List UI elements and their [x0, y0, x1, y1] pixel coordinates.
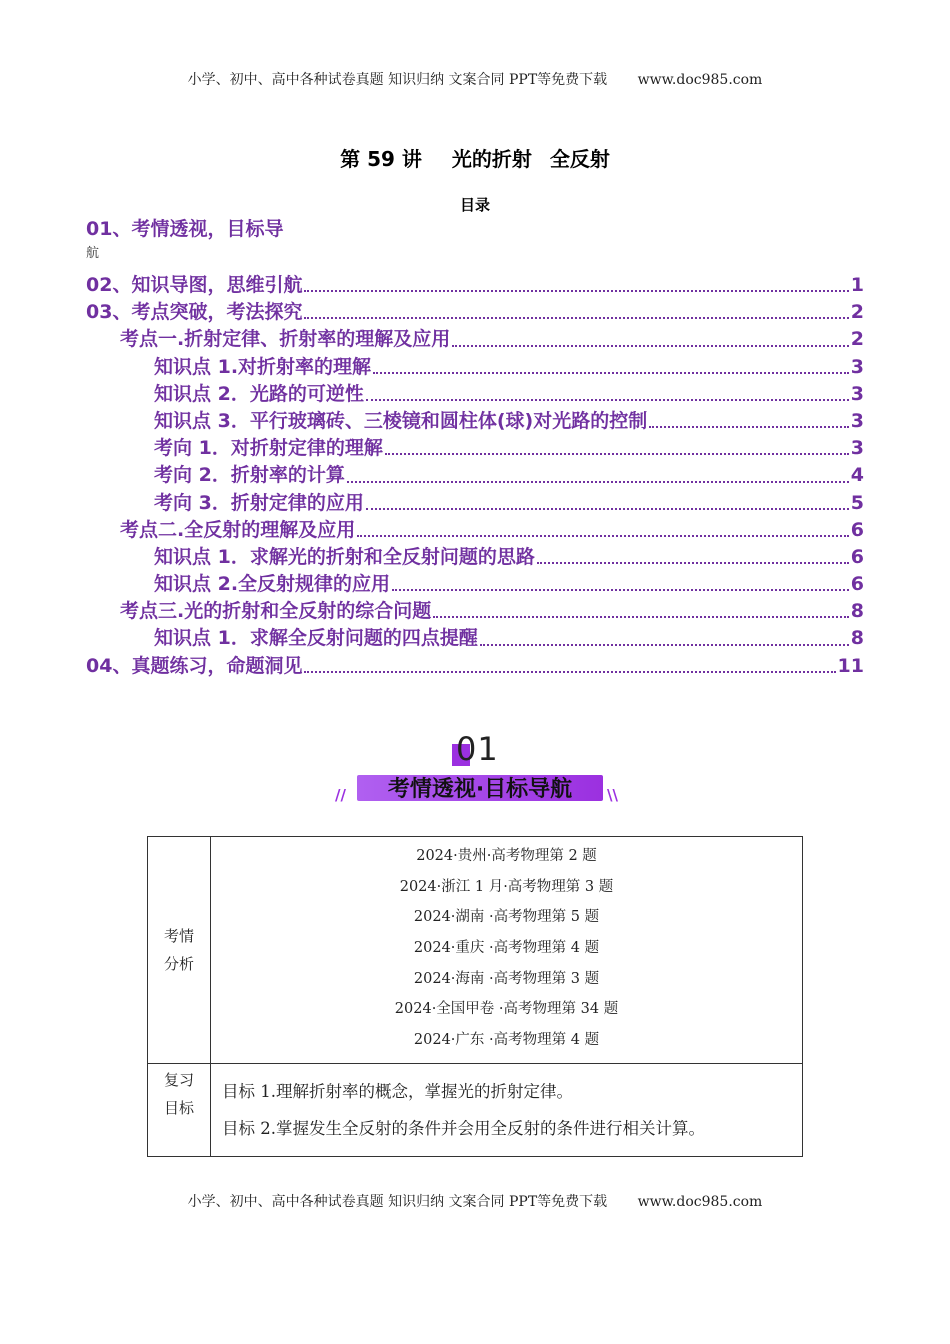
title-topic-1: 光的折射: [451, 147, 532, 171]
toc-item[interactable]: 考点三.光的折射和全反射的综合问题 8: [120, 600, 864, 623]
list-item: 2024·全国甲卷 ·高考物理第 34 题: [394, 1001, 619, 1018]
goal-item: 目标 1.理解折射率的概念，掌握光的折射定律。: [222, 1081, 573, 1101]
review-goals-header: 复习 目标: [148, 1063, 211, 1156]
list-item: 2024·浙江 1 月·高考物理第 3 题: [399, 878, 614, 895]
banner-slash-right: \\: [607, 786, 618, 804]
table-row: [148, 1063, 803, 1156]
header-site-link[interactable]: www.doc985.com: [637, 72, 763, 88]
toc-item[interactable]: 考点二.全反射的理解及应用 6: [120, 518, 864, 541]
toc-item[interactable]: 知识点 1．求解光的折射和全反射问题的思路 6: [154, 545, 864, 568]
page-footer: [0, 1191, 950, 1211]
toc-list: [86, 270, 864, 678]
toc-item[interactable]: 04、真题练习，命题洞见 11: [86, 654, 864, 677]
exam-analysis-header: 考情 分析: [148, 837, 211, 1064]
toc-item[interactable]: 考向 3．折射定律的应用 5: [154, 491, 864, 514]
review-goals-cell: [211, 1063, 803, 1156]
section-banner: [0, 730, 950, 810]
list-item: 2024·贵州·高考物理第 2 题: [416, 848, 597, 864]
toc-item[interactable]: 知识点 2.全反射规律的应用 6: [154, 573, 864, 596]
exam-analysis-table: [147, 836, 803, 1157]
toc-item[interactable]: 03、考点突破，考法探究 2: [86, 301, 864, 324]
banner-number: 01: [456, 730, 499, 768]
toc-item-01-wrap[interactable]: 航: [86, 246, 100, 261]
list-item: 2024·海南 ·高考物理第 3 题: [413, 970, 600, 987]
banner-slash-left: //: [335, 786, 346, 804]
toc-item[interactable]: 知识点 2．光路的可逆性 3: [154, 382, 864, 405]
toc-item[interactable]: 考向 2．折射率的计算 4: [154, 464, 864, 487]
banner-title: 考情透视·目标导航: [387, 777, 573, 802]
toc-item[interactable]: 02、知识导图，思维引航 1: [86, 274, 864, 296]
table-row: [148, 837, 803, 1064]
toc-item[interactable]: 知识点 1．求解全反射问题的四点提醒 8: [154, 627, 864, 650]
title-topic-2: 全反射: [549, 147, 610, 171]
footer-site-link[interactable]: www.doc985.com: [637, 1194, 763, 1210]
exam-list-cell: [211, 837, 803, 1064]
page-title: [0, 143, 950, 172]
title-lecture: 第 59 讲: [340, 147, 422, 171]
toc-item-01[interactable]: 01、考情透视，目标导: [86, 218, 284, 240]
toc-item[interactable]: 考点一.折射定律、折射率的理解及应用 2: [120, 328, 864, 351]
toc-heading: 目录: [459, 196, 490, 214]
header-text: 小学、初中、高中各种试卷真题 知识归纳 文案合同 PPT等免费下载: [187, 72, 608, 88]
toc-item[interactable]: 知识点 3．平行玻璃砖、三棱镜和圆柱体(球)对光路的控制 3: [154, 409, 864, 432]
page-header: [0, 69, 950, 89]
toc-item[interactable]: 知识点 1.对折射率的理解 3: [154, 355, 864, 378]
list-item: 2024·广东 ·高考物理第 4 题: [413, 1032, 600, 1049]
list-item: 2024·湖南 ·高考物理第 5 题: [413, 909, 600, 926]
list-item: 2024·重庆 ·高考物理第 4 题: [413, 940, 600, 957]
toc-item[interactable]: 考向 1．对折射定律的理解 3: [154, 437, 864, 460]
goal-item: 目标 2.掌握发生全反射的条件并会用全反射的条件进行相关计算。: [222, 1118, 705, 1138]
footer-text: 小学、初中、高中各种试卷真题 知识归纳 文案合同 PPT等免费下载: [187, 1194, 608, 1210]
